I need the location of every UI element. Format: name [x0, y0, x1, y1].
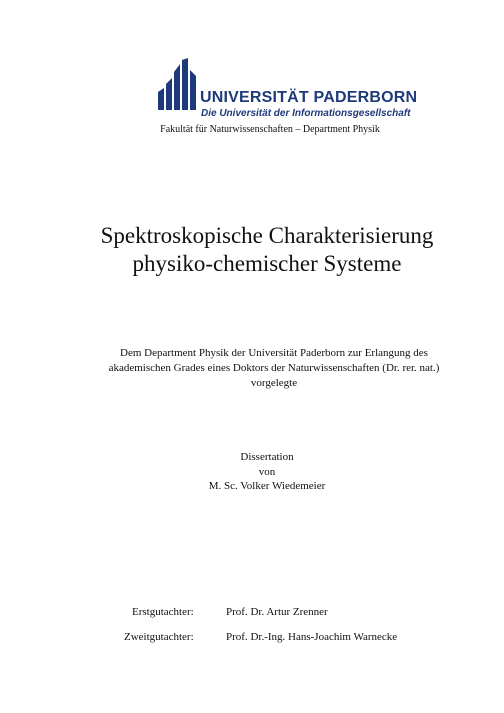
university-name: UNIVERSITÄT PADERBORN — [200, 89, 418, 106]
second-referee-label: Zweitgutachter: — [124, 631, 194, 643]
university-logo-icon — [156, 58, 198, 110]
first-referee-label: Erstgutachter: — [132, 606, 194, 618]
thesis-title-line-1: Spektroskopische Charakterisierung — [100, 223, 434, 248]
thesis-title — [0, 222, 504, 278]
university-logo — [156, 58, 418, 122]
second-referee-name: Prof. Dr.-Ing. Hans-Joachim Warnecke — [226, 631, 398, 643]
author-name: M. Sc. Volker Wiedemeier — [208, 480, 326, 492]
dissertation-block — [0, 450, 504, 494]
submission-statement — [0, 346, 504, 391]
first-referee-name: Prof. Dr. Artur Zrenner — [226, 606, 328, 618]
university-tagline: Die Universität der Informationsgesellschaft — [201, 108, 411, 119]
thesis-title-line-2: physiko-chemischer Systeme — [132, 251, 402, 276]
statement-line-2: akademischen Grades eines Doktors der Naturwissenschaften (Dr. rer. nat.) — [108, 362, 440, 374]
faculty-line: Fakultät für Naturwissenschaften – Department Physik — [160, 124, 380, 135]
statement-line-1: Dem Department Physik der Universität Paderborn zur Erlangung des — [120, 347, 428, 359]
dissertation-by: von — [258, 465, 276, 478]
dissertation-label: Dissertation — [240, 451, 294, 463]
statement-line-3: vorgelegte — [250, 377, 298, 389]
